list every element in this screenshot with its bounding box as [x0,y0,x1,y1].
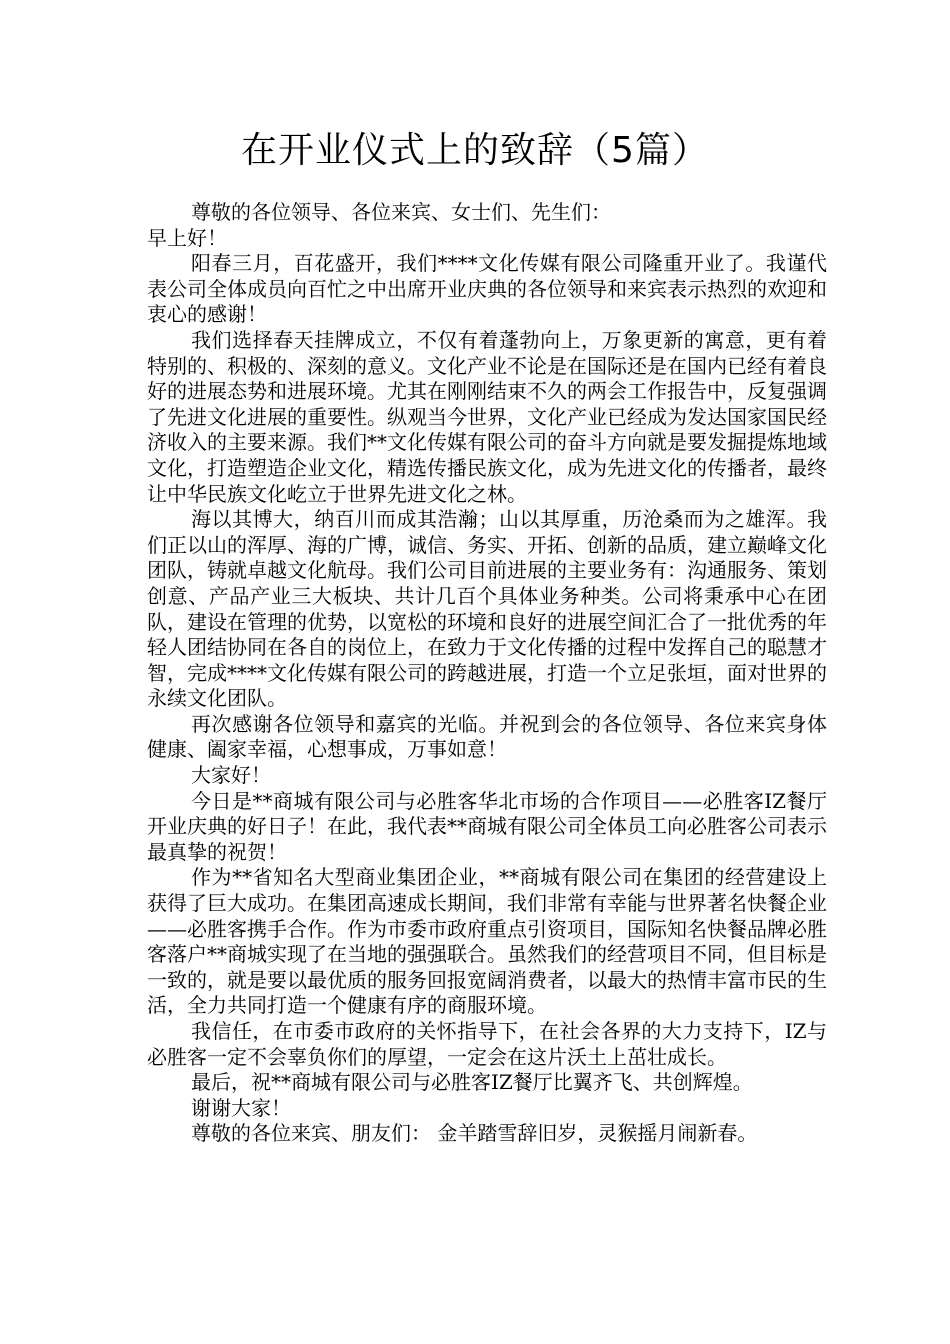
paragraph: 海以其博大，纳百川而成其浩瀚；山以其厚重，历沧桑而为之雄浑。我们正以山的浑厚、海的广博，诚信、务实、开拓、创新的品质，建立巅峰文化团队，铸就卓越文化航母。我们公司目前进展的主要业务有：沟通服务、策划创意、产品产业三大板块、共计几百个具体业务种类。公司将秉承中心在团队，建设在管理的优势，以宽松的环境和良好的进展空间汇合了一批优秀的年轻人团结协同在各自的岗位上，在致力于文化传播的过程中发挥自己的聪慧才智，完成****文化传媒有限公司的跨越进展，打造一个立足张垣，面对世界的永续文化团队。 [147,507,827,711]
paragraph: 大家好！ [191,763,271,788]
paragraph: 尊敬的各位领导、各位来宾、女士们、先生们： [191,200,611,224]
paragraph: 最后，祝**商城有限公司与必胜客IZ餐厅比翼齐飞、共创辉煌。 [191,1070,753,1095]
document-title: 在开业仪式上的致辞（5篇） [241,130,709,171]
paragraph: 阳春三月，百花盛开，我们****文化传媒有限公司隆重开业了。我谨代表公司全体成员向百忙之中出席开业庆典的各位领导和来宾表示热烈的欢迎和衷心的感谢！ [147,251,827,327]
paragraph: 作为**省知名大型商业集团企业，**商城有限公司在集团的经营建设上获得了巨大成功。在集团高速成长期间，我们非常有幸能与世界著名快餐企业——必胜客携手合作。作为市委市政府重点引资项目，国际知名快餐品牌必胜客落户**商城实现了在当地的强强联合。虽然我们的经营项目不同，但目标是一致的，就是要以最优质的服务回报宽阔消费者，以最大的热情丰富市民的生活，全力共同打造一个健康有序的商服环境。 [147,865,827,1018]
paragraph: 再次感谢各位领导和嘉宾的光临。并祝到会的各位领导、各位来宾身体健康、阖家幸福，心想事成，万事如意！ [147,711,827,762]
paragraph: 谢谢大家！ [191,1095,291,1120]
paragraph: 我信任，在市委市政府的关怀指导下，在社会各界的大力支持下，IZ与必胜客一定不会辜负你们的厚望，一定会在这片沃土上茁壮成长。 [147,1019,827,1069]
paragraph: 早上好！ [147,225,227,250]
paragraph: 今日是**商城有限公司与必胜客华北市场的合作项目——必胜客IZ餐厅开业庆典的好日子！在此，我代表**商城有限公司全体员工向必胜客公司表示最真挚的祝贺！ [147,788,827,864]
paragraph: 我们选择春天挂牌成立，不仅有着蓬勃向上，万象更新的寓意，更有着特别的、积极的、深刻的意义。文化产业不论是在国际还是在国内已经有着良好的进展态势和进展环境。尤其在刚刚结束不久的两会工作报告中，反复强调了先进文化进展的重要性。纵观当今世界，文化产业已经成为发达国家国民经济收入的主要来源。我们**文化传媒有限公司的奋斗方向就是要发掘提炼地域文化，打造塑造企业文化，精选传播民族文化，成为先进文化的传播者，最终让中华民族文化屹立于世界先进文化之林。 [147,327,827,506]
document-body [147,200,827,1147]
paragraph: 尊敬的各位来宾、朋友们： 金羊踏雪辞旧岁，灵猴摇月闹新春。 [191,1121,758,1146]
